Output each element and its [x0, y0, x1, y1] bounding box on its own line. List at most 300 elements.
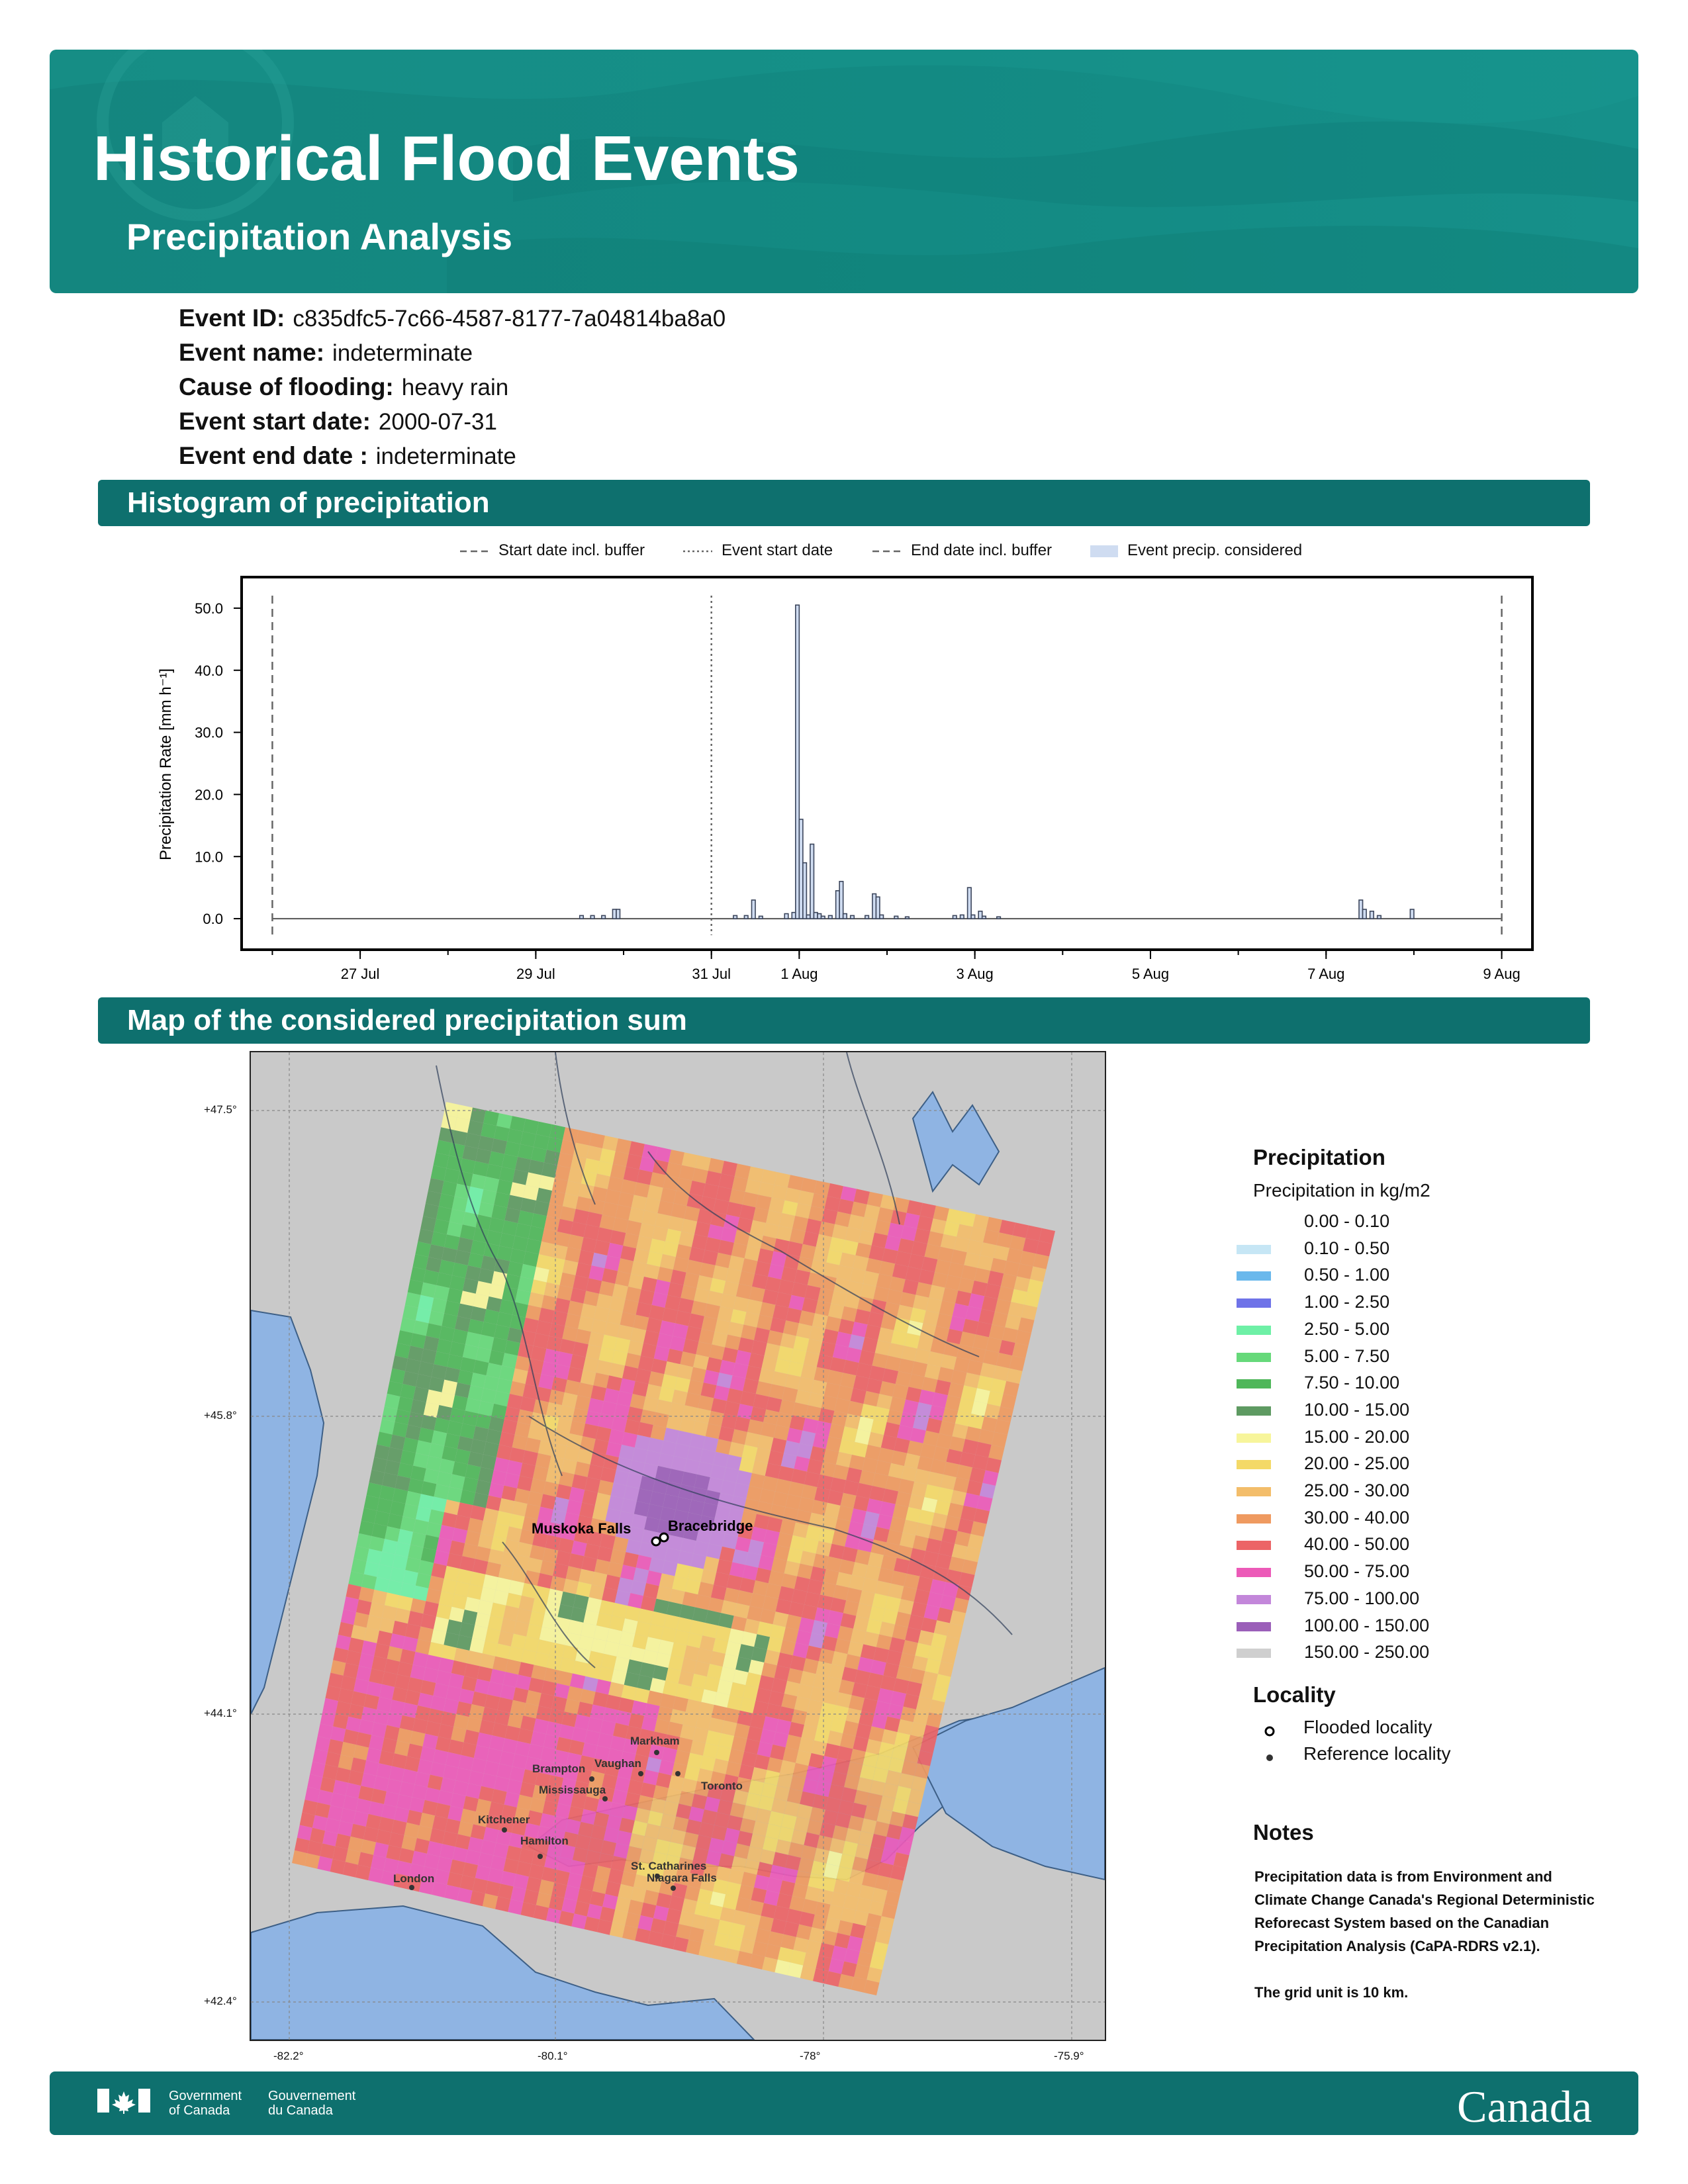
grid-cell [750, 1220, 766, 1236]
grid-cell [504, 1473, 520, 1488]
grid-cell [894, 1437, 910, 1453]
grid-cell [817, 1354, 833, 1370]
grid-cell [639, 1542, 655, 1558]
grid-cell [602, 1335, 618, 1351]
grid-cell [682, 1152, 698, 1167]
grid-cell [698, 1395, 714, 1410]
grid-cell [852, 1442, 868, 1458]
grid-cell [677, 1617, 692, 1633]
grid-cell [804, 1351, 820, 1367]
grid-cell [655, 1213, 671, 1228]
grid-cell [412, 1851, 427, 1867]
grid-cell [826, 1557, 842, 1572]
grid-cell [813, 1554, 829, 1570]
grid-cell [892, 1264, 908, 1280]
grid-cell [539, 1308, 555, 1323]
grid-cell [504, 1792, 520, 1808]
grid-cell [459, 1689, 474, 1705]
grid-cell [721, 1227, 737, 1243]
grid-cell [657, 1201, 673, 1216]
grid-cell [935, 1259, 951, 1275]
grid-cell [841, 1493, 857, 1509]
grid-cell [847, 1401, 863, 1417]
grid-cell [708, 1411, 724, 1427]
reference-locality-label: Niagara Falls [647, 1872, 717, 1884]
grid-cell [608, 1682, 624, 1698]
grid-cell [635, 1808, 651, 1824]
grid-cell [693, 1541, 709, 1557]
legend-label: Event start date [722, 541, 833, 559]
section-map-title: Map of the considered precipitation sum [98, 997, 1590, 1044]
precip-bar [894, 916, 898, 919]
grid-cell [668, 1216, 684, 1232]
grid-cell [849, 1334, 865, 1350]
grid-cell [875, 1461, 891, 1477]
grid-cell [608, 1429, 624, 1445]
grid-cell [587, 1904, 602, 1920]
grid-cell [622, 1432, 637, 1448]
grid-cell [588, 1465, 604, 1480]
grid-cell [706, 1730, 722, 1746]
reference-marker [589, 1776, 594, 1782]
grid-cell [865, 1324, 880, 1340]
grid-cell [704, 1676, 720, 1692]
grid-cell [902, 1279, 918, 1295]
grid-cell [813, 1433, 829, 1449]
grid-cell [791, 1469, 807, 1484]
grid-cell [660, 1254, 676, 1270]
grid-cell [783, 1320, 799, 1336]
grid-cell [929, 1285, 945, 1301]
grid-cell [570, 1354, 586, 1370]
grid-cell [888, 1223, 904, 1239]
precip-bar [829, 915, 833, 919]
grid-cell [510, 1447, 526, 1463]
grid-cell [611, 1669, 627, 1685]
grid-cell [655, 1279, 671, 1295]
grid-cell [752, 1461, 768, 1477]
grid-cell [864, 1512, 880, 1527]
grid-cell [534, 1333, 549, 1349]
grid-cell [667, 1349, 683, 1365]
grid-cell [763, 1596, 778, 1612]
grid-cell [638, 1356, 654, 1372]
grid-cell [921, 1617, 937, 1633]
grid-cell [684, 1206, 700, 1222]
grid-cell [856, 1603, 872, 1619]
grid-cell [707, 1291, 723, 1306]
grid-cell [769, 1197, 784, 1213]
grid-cell [480, 1653, 496, 1669]
grid-cell [755, 1195, 771, 1210]
grid-cell [594, 1306, 610, 1322]
grid-cell [869, 1606, 885, 1622]
grid-cell [607, 1243, 623, 1258]
grid-cell [444, 1234, 460, 1250]
precip-bar [744, 915, 748, 919]
grid-cell [567, 1367, 583, 1383]
grid-cell [475, 1612, 491, 1628]
grid-cell [642, 1463, 658, 1479]
grid-cell [572, 1475, 588, 1490]
grid-cell [689, 1500, 705, 1516]
grid-cell [606, 1628, 622, 1644]
grid-cell [481, 1521, 496, 1537]
grid-cell [766, 1210, 782, 1226]
grid-cell [704, 1557, 720, 1572]
grid-cell [962, 1559, 978, 1575]
grid-cell [700, 1756, 716, 1772]
grid-cell [305, 1787, 320, 1803]
grid-cell [681, 1658, 697, 1674]
reference-marker [638, 1771, 643, 1776]
grid-cell [508, 1580, 524, 1596]
grid-cell [521, 1649, 537, 1665]
grid-cell [794, 1336, 810, 1351]
grid-cell [974, 1388, 990, 1404]
grid-cell [925, 1244, 941, 1260]
grid-cell [748, 1539, 764, 1555]
grid-cell [859, 1350, 875, 1365]
grid-cell [849, 1575, 865, 1591]
grid-cell [557, 1285, 573, 1300]
grid-cell [489, 1284, 505, 1300]
grid-cell [606, 1375, 622, 1391]
grid-cell [843, 1480, 859, 1496]
grid-cell [720, 1666, 735, 1682]
grid-cell [641, 1596, 657, 1612]
grid-cell [703, 1743, 719, 1759]
grid-cell [618, 1192, 634, 1208]
event-cause-label: Cause of flooding: [179, 373, 394, 400]
precip-bar [906, 917, 910, 919]
grid-cell [776, 1719, 792, 1735]
grid-cell [602, 1587, 618, 1603]
legend-swatch [1237, 1622, 1271, 1631]
grid-cell [901, 1345, 917, 1361]
grid-cell [593, 1373, 609, 1388]
grid-cell [723, 1281, 739, 1296]
grid-cell [659, 1320, 675, 1336]
grid-cell [831, 1411, 847, 1427]
grid-cell [602, 1202, 618, 1217]
grid-cell [618, 1578, 633, 1594]
grid-cell [700, 1449, 716, 1465]
grid-cell [845, 1414, 861, 1430]
grid-cell [525, 1437, 541, 1453]
notes-text-2: The grid unit is 10 km. [1254, 1984, 1409, 2001]
grid-cell [338, 1688, 353, 1704]
grid-cell [750, 1713, 766, 1729]
grid-cell [692, 1608, 708, 1623]
grid-cell [698, 1582, 714, 1598]
grid-cell [531, 1213, 547, 1228]
grid-cell [543, 1349, 559, 1365]
grid-cell [640, 1410, 656, 1425]
grid-cell [916, 1402, 932, 1418]
lat-tick: +47.5° [204, 1103, 237, 1116]
grid-cell [778, 1466, 794, 1482]
grid-cell [676, 1684, 692, 1700]
grid-cell [788, 1602, 804, 1617]
grid-cell [625, 1353, 641, 1369]
grid-cell [452, 1461, 468, 1477]
grid-cell [556, 1737, 572, 1753]
grid-cell [587, 1717, 603, 1733]
grid-cell [671, 1643, 687, 1659]
grid-cell [464, 1729, 479, 1745]
grid-cell [733, 1363, 749, 1378]
grid-cell [669, 1402, 685, 1418]
grid-cell [869, 1365, 885, 1381]
grid-cell [686, 1819, 702, 1835]
grid-cell [676, 1244, 692, 1259]
grid-cell [592, 1878, 608, 1894]
grid-cell [508, 1713, 524, 1729]
grid-cell [717, 1373, 733, 1388]
grid-cell [523, 1185, 539, 1201]
grid-cell [493, 1524, 509, 1539]
grid-cell [727, 1322, 743, 1337]
grid-cell [487, 1297, 502, 1312]
grid-cell [649, 1305, 665, 1321]
map-canvas [251, 1052, 1105, 2040]
y-tick-label: 20.0 [195, 786, 223, 803]
grid-cell [782, 1387, 798, 1402]
grid-cell [757, 1621, 773, 1637]
grid-cell [898, 1479, 914, 1494]
precip-bar [880, 915, 884, 919]
grid-cell [835, 1398, 851, 1414]
grid-cell [610, 1736, 626, 1752]
grid-cell [784, 1441, 800, 1457]
grid-cell [610, 1230, 626, 1246]
grid-cell [512, 1754, 528, 1770]
grid-cell [919, 1269, 935, 1285]
grid-cell [672, 1576, 688, 1592]
grid-cell [744, 1619, 760, 1635]
notes-title: Notes [1253, 1820, 1314, 1844]
grid-cell [500, 1684, 516, 1700]
grid-cell [547, 1588, 563, 1604]
grid-cell [471, 1758, 487, 1774]
grid-cell [702, 1250, 718, 1265]
grid-cell [465, 1850, 481, 1866]
grid-cell [721, 1600, 737, 1616]
event-id-label: Event ID: [179, 304, 285, 332]
grid-cell [436, 1604, 452, 1620]
grid-cell [708, 1224, 724, 1240]
event-name-label: Event name: [179, 339, 325, 366]
grid-cell [835, 1332, 851, 1347]
grid-cell [890, 1277, 906, 1292]
grid-cell [849, 1455, 865, 1471]
lat-tick: +44.1° [204, 1707, 237, 1719]
grid-cell [890, 1396, 906, 1412]
grid-cell [750, 1593, 766, 1609]
grid-cell [711, 1584, 727, 1600]
grid-cell [414, 1838, 430, 1854]
grid-cell [424, 1469, 440, 1484]
grid-cell [570, 1860, 585, 1876]
grid-cell [436, 1140, 452, 1156]
grid-cell [489, 1350, 504, 1365]
grid-cell [645, 1450, 661, 1466]
grid-cell [485, 1562, 501, 1578]
grid-cell [632, 1821, 648, 1837]
grid-cell [573, 1594, 589, 1610]
grid-cell [636, 1236, 652, 1251]
grid-cell [459, 1556, 475, 1572]
grid-cell [462, 1146, 478, 1161]
grid-cell [449, 1607, 464, 1623]
grid-cell [534, 1586, 550, 1602]
grid-cell [786, 1428, 802, 1443]
grid-cell [457, 1635, 473, 1651]
grid-cell [703, 1436, 719, 1451]
grid-cell [494, 1325, 510, 1341]
grid-cell [379, 1751, 395, 1766]
grid-cell [894, 1558, 910, 1574]
grid-cell [491, 1138, 507, 1154]
grid-cell [686, 1259, 702, 1275]
grid-cell [747, 1846, 763, 1862]
precip-bar [953, 915, 957, 919]
reference-marker-icon [1264, 1752, 1276, 1764]
grid-cell [863, 1391, 879, 1407]
precip-bar [803, 863, 807, 919]
grid-cell [884, 1422, 900, 1438]
grid-cell [900, 1412, 915, 1428]
y-tick-label: 30.0 [195, 724, 223, 741]
grid-cell [489, 1482, 504, 1498]
grid-cell [753, 1580, 769, 1596]
precip-bar [851, 915, 855, 919]
grid-cell [763, 1223, 779, 1239]
grid-cell [578, 1822, 593, 1838]
grid-cell [724, 1707, 740, 1723]
grid-cell [843, 1360, 859, 1376]
grid-cell [912, 1241, 927, 1257]
y-axis-label: Precipitation Rate [mm h⁻¹] [157, 668, 175, 861]
grid-cell [774, 1545, 790, 1561]
precip-bar [810, 844, 814, 919]
grid-cell [805, 1285, 821, 1301]
grid-cell [855, 1549, 870, 1565]
grid-cell [735, 1163, 751, 1179]
grid-cell [819, 1528, 835, 1544]
grid-cell [822, 1329, 838, 1344]
grid-cell [965, 1426, 981, 1442]
canada-flag-icon [97, 2087, 150, 2114]
grid-cell [842, 1547, 858, 1563]
grid-cell [591, 1253, 607, 1269]
grid-cell [673, 1257, 689, 1272]
grid-cell [818, 1595, 833, 1611]
reference-marker [502, 1827, 507, 1833]
grid-cell [802, 1418, 818, 1433]
grid-cell [830, 1477, 846, 1493]
grid-cell [351, 1824, 366, 1840]
grid-cell [851, 1388, 867, 1404]
grid-cell [584, 1796, 600, 1812]
grid-cell [604, 1255, 620, 1271]
grid-cell [547, 1336, 563, 1352]
grid-cell [549, 1390, 565, 1406]
grid-cell [747, 1726, 763, 1742]
grid-cell [904, 1453, 920, 1469]
grid-cell [379, 1817, 394, 1833]
grid-cell [774, 1172, 790, 1187]
x-tick-label: 7 Aug [1307, 966, 1345, 982]
grid-cell [622, 1618, 638, 1634]
grid-cell [644, 1264, 660, 1280]
grid-cell [581, 1237, 597, 1252]
grid-cell [930, 1218, 946, 1234]
grid-cell [502, 1738, 518, 1754]
grid-cell [601, 1654, 617, 1670]
grid-cell [908, 1254, 924, 1270]
grid-cell [638, 1609, 654, 1625]
grid-cell [827, 1183, 843, 1199]
reference-locality-label: St. Catharines [631, 1860, 707, 1872]
grid-cell [610, 1923, 625, 1938]
grid-cell [467, 1717, 482, 1733]
grid-cell [886, 1529, 902, 1545]
grid-cell [749, 1287, 765, 1302]
grid-cell [585, 1477, 600, 1493]
grid-cell [781, 1453, 797, 1469]
grid-cell [800, 1244, 816, 1260]
grid-cell [667, 1415, 682, 1431]
grid-cell [856, 1363, 872, 1379]
precip-bar [590, 915, 594, 919]
grid-cell [564, 1886, 579, 1901]
grid-cell [567, 1686, 583, 1702]
grid-cell [488, 1549, 504, 1565]
grid-cell [650, 1798, 666, 1814]
grid-cell [772, 1371, 788, 1387]
grid-cell [885, 1355, 901, 1371]
grid-cell [892, 1625, 908, 1641]
grid-cell [801, 1364, 817, 1380]
grid-cell [476, 1414, 492, 1430]
grid-cell [858, 1416, 874, 1432]
grid-cell [631, 1261, 647, 1277]
grid-cell [666, 1788, 682, 1804]
grid-cell [635, 1435, 651, 1450]
grid-cell [816, 1541, 832, 1557]
grid-cell [647, 1185, 663, 1201]
grid-cell [739, 1205, 755, 1220]
grid-cell [525, 1504, 541, 1520]
precip-bar [818, 914, 821, 919]
grid-cell [880, 1381, 896, 1397]
grid-cell [498, 1884, 513, 1899]
precip-bar [982, 916, 986, 919]
grid-cell [757, 1742, 773, 1758]
grid-cell [472, 1625, 488, 1641]
grid-cell [800, 1431, 816, 1447]
grid-cell [919, 1510, 935, 1525]
grid-cell [481, 1388, 497, 1404]
grid-cell [829, 1237, 845, 1252]
grid-cell [559, 1658, 575, 1674]
grid-cell [896, 1492, 912, 1508]
grid-cell [445, 1819, 460, 1835]
grid-cell [937, 1247, 953, 1263]
grid-cell [859, 1230, 874, 1246]
